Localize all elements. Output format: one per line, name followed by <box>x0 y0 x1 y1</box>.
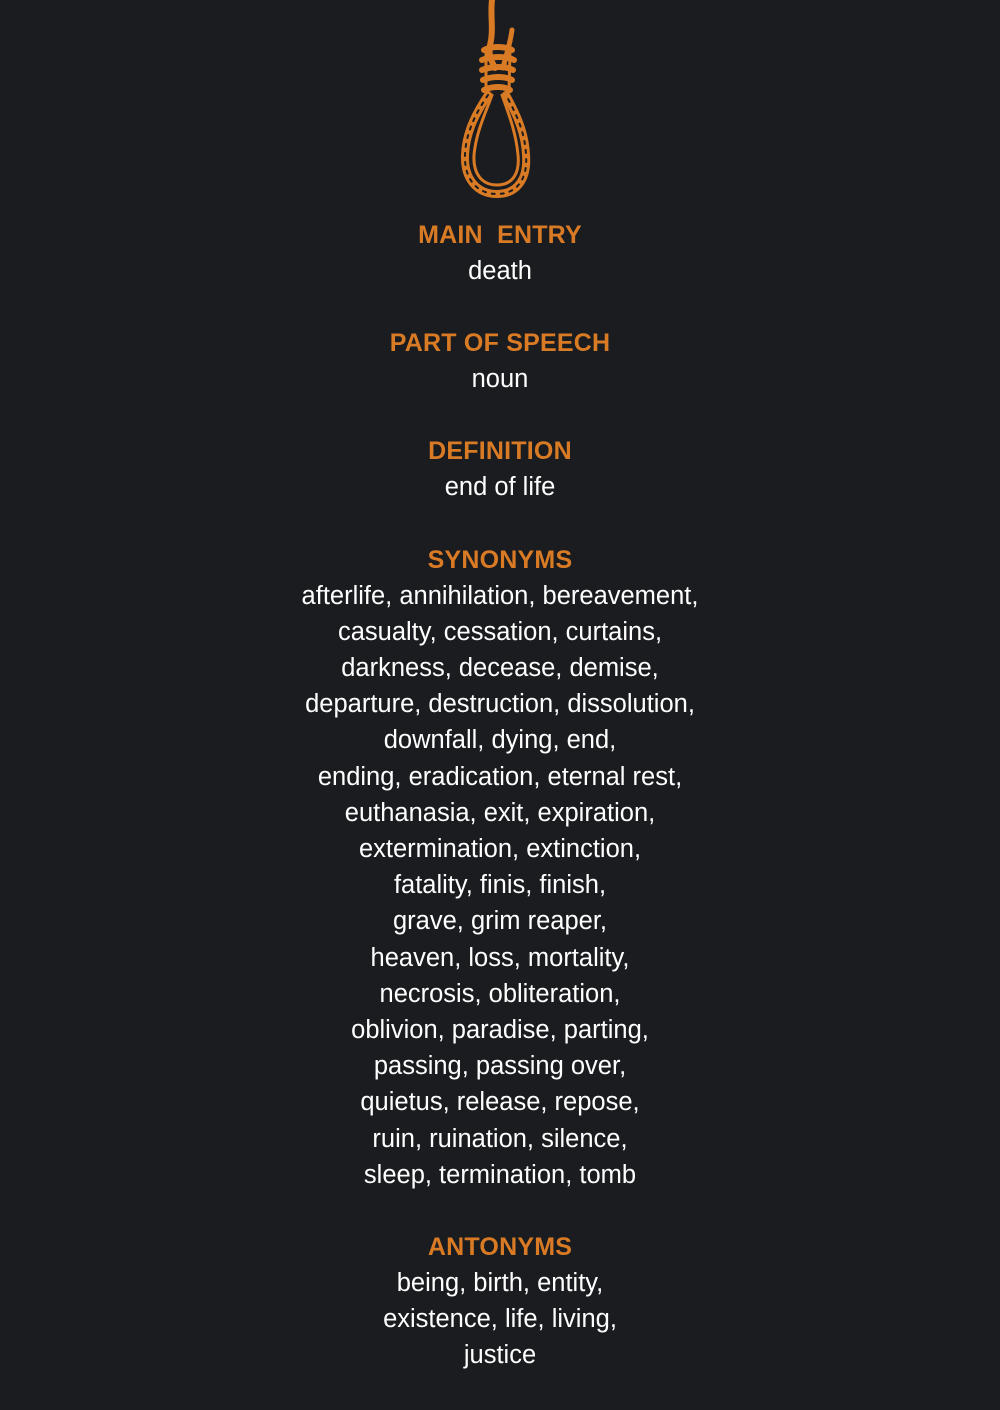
definition-value: end of life <box>444 473 556 502</box>
synonyms-line: ruin, ruination, silence, <box>372 1124 628 1153</box>
main-entry-value: death <box>468 257 532 285</box>
synonyms-line: heaven, loss, mortality, <box>370 943 630 972</box>
synonyms-line: downfall, dying, end, <box>383 726 617 755</box>
synonyms-line: ending, eradication, eternal rest, <box>317 762 683 791</box>
antonyms-line: existence, life, living, <box>383 1305 617 1334</box>
synonyms-line: extermination, extinction, <box>358 835 642 864</box>
main-entry-label: MAIN ENTRY <box>418 221 582 249</box>
synonyms-line: darkness, decease, demise, <box>341 654 659 683</box>
synonyms-line: necrosis, obliteration, <box>379 979 621 1008</box>
main-entry-section <box>0 217 1000 289</box>
definition-section <box>0 433 1000 505</box>
antonyms-section <box>0 1229 1000 1374</box>
synonyms-line: oblivion, paradise, parting, <box>351 1016 649 1045</box>
synonyms-line: departure, destruction, dissolution, <box>305 690 695 719</box>
synonyms-line: casualty, cessation, curtains, <box>337 617 663 646</box>
antonyms-line: justice <box>463 1341 537 1370</box>
synonyms-label: SYNONYMS <box>427 545 573 574</box>
definition-label: DEFINITION <box>428 437 572 466</box>
part-of-speech-value: noun <box>471 365 529 394</box>
part-of-speech-section <box>0 325 1000 397</box>
synonyms-line: passing, passing over, <box>373 1052 627 1081</box>
synonyms-line: euthanasia, exit, expiration, <box>344 798 656 827</box>
synonyms-line: grave, grim reaper, <box>392 907 607 936</box>
synonyms-line: afterlife, annihilation, bereavement, <box>301 581 699 610</box>
synonyms-section <box>0 542 1000 1193</box>
antonyms-line: being, birth, entity, <box>396 1269 604 1298</box>
antonyms-label: ANTONYMS <box>427 1233 573 1262</box>
entry-content <box>0 217 1000 1410</box>
part-of-speech-label: PART OF SPEECH <box>389 329 611 358</box>
synonyms-line: quietus, release, repose, <box>360 1088 640 1117</box>
synonyms-line: fatality, finis, finish, <box>393 871 607 900</box>
noose-icon <box>440 0 560 205</box>
synonyms-line: sleep, termination, tomb <box>363 1160 637 1189</box>
